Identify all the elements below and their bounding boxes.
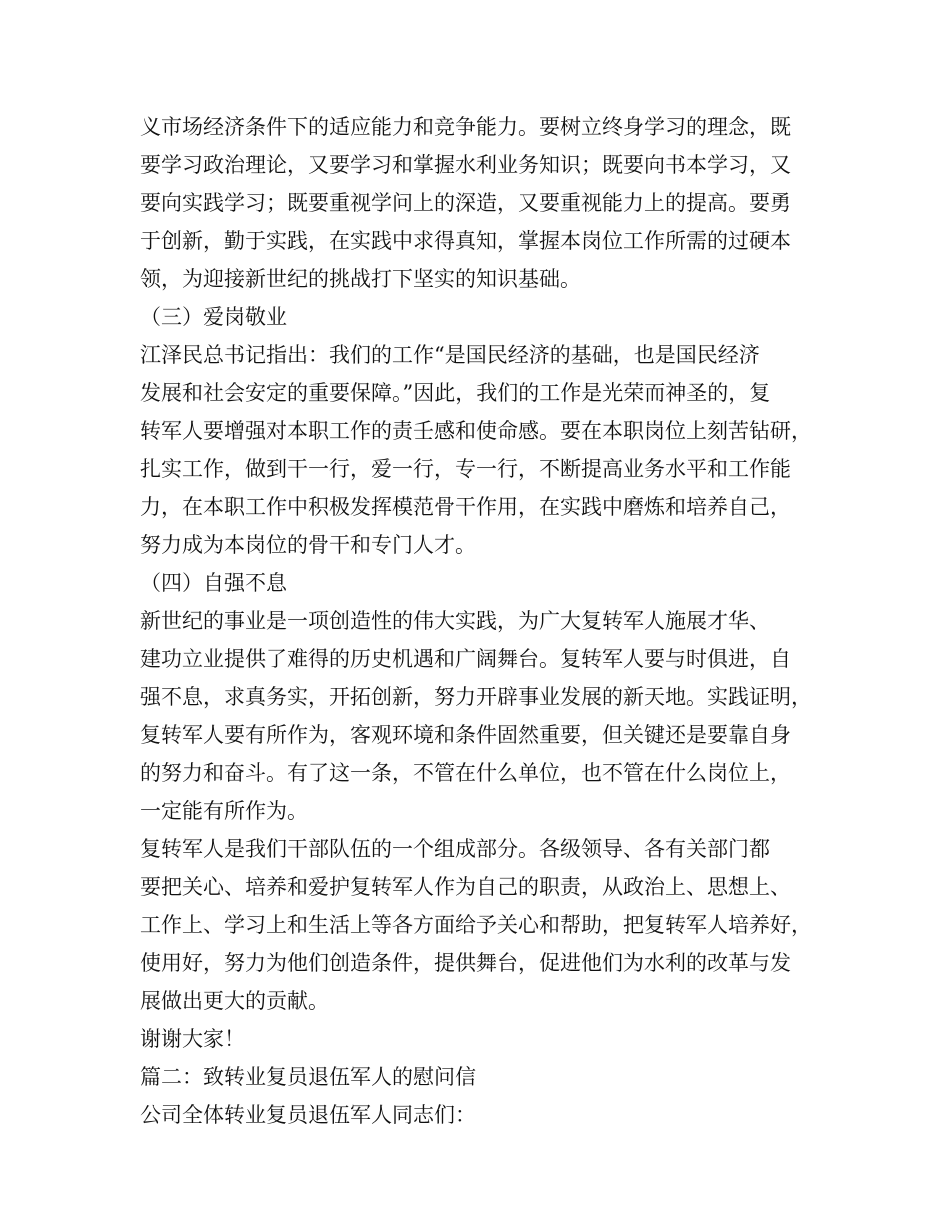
section-heading-3: （三）爱岗敬业 (140, 305, 287, 329)
text-line: 的努力和奋斗。有了这一条，不管在什么单位，也不管在什么岗位上， (140, 761, 791, 785)
text-line: 发展和社会安定的重要保障。”因此，我们的工作是光荣而神圣的，复 (140, 381, 771, 405)
text-line: 于创新，勤于实践，在实践中求得真知，掌握本岗位工作所需的过硬本 (140, 229, 791, 253)
text-line: 要向实践学习；既要重视学问上的深造，又要重视能力上的提高。要勇 (140, 191, 791, 215)
text-line: 努力成为本岗位的骨干和专门人才。 (140, 533, 476, 557)
text-line: 工作上、学习上和生活上等各方面给予关心和帮助，把复转军人培养好， (140, 913, 812, 937)
text-line: 复转军人要有所作为，客观环境和条件固然重要，但关键还是要靠自身 (140, 723, 791, 747)
text-line: 复转军人是我们干部队伍的一个组成部分。各级领导、各有关部门都 (140, 837, 770, 861)
text-line: 要学习政治理论，又要学习和掌握水利业务知识；既要向书本学习，又 (140, 153, 791, 177)
text-line: 力，在本职工作中积极发挥模范骨干作用，在实践中磨炼和培养自己， (140, 495, 791, 519)
text-line: 使用好，努力为他们创造条件，提供舞台，促进他们为水利的改革与发 (140, 951, 791, 975)
text-line: 江泽民总书记指出：我们的工作“是国民经济的基础，也是国民经济 (140, 343, 760, 367)
text-line: 新世纪的事业是一项创造性的伟大实践，为广大复转军人施展才华、 (140, 609, 770, 633)
text-line: 义市场经济条件下的适应能力和竞争能力。要树立终身学习的理念，既 (140, 115, 791, 139)
text-line: 一定能有所作为。 (140, 799, 308, 823)
text-line: 要把关心、培养和爱护复转军人作为自己的职责，从政治上、思想上、 (140, 875, 791, 899)
text-line: 建功立业提供了难得的历史机遇和广阔舞台。复转军人要与时俱进，自 (140, 647, 791, 671)
chapter-title: 篇二：致转业复员退伍军人的慰问信 (140, 1065, 476, 1089)
salutation-line: 公司全体转业复员退伍军人同志们： (140, 1103, 476, 1127)
text-line: 强不息，求真务实，开拓创新，努力开辟事业发展的新天地。实践证明， (140, 685, 812, 709)
text-line: 展做出更大的贡献。 (140, 989, 329, 1013)
text-line: 扎实工作，做到干一行，爱一行，专一行，不断提高业务水平和工作能 (140, 457, 791, 481)
document-body (140, 108, 830, 1134)
text-line: 转军人要增强对本职工作的责壬感和使命感。要在本职岗位上刻苦钻研， (140, 419, 812, 443)
text-line: 领，为迎接新世纪的挑战打下坚实的知识基础。 (140, 267, 581, 291)
closing-line: 谢谢大家！ (140, 1027, 245, 1051)
section-heading-4: （四）自强不息 (140, 571, 287, 595)
